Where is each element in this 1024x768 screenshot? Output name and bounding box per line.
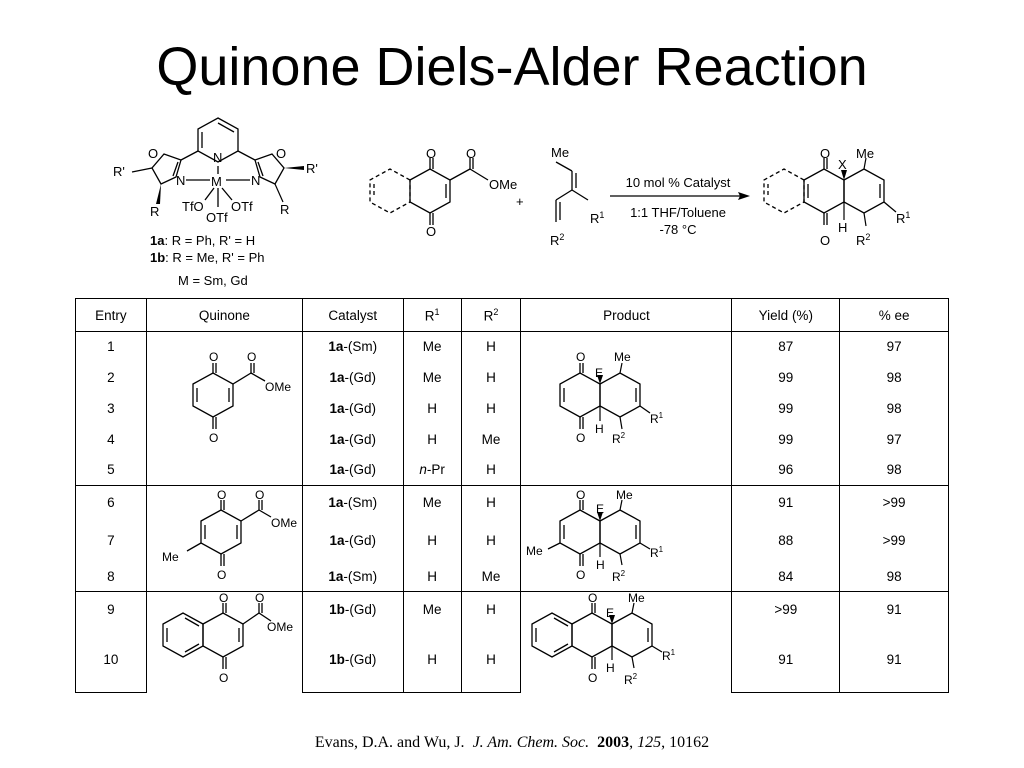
r2-cell: H [461, 332, 521, 362]
catalyst-cell: 1a-(Gd) [302, 362, 403, 393]
yield-cell: 96 [732, 455, 840, 486]
p3-h: H [606, 661, 616, 676]
catalyst-structure [113, 118, 318, 225]
entry-cell: 10 [76, 627, 147, 693]
ee-cell: 98 [840, 455, 949, 486]
entry-cell: 3 [76, 393, 147, 424]
catalyst-cell: 1a-(Sm) [302, 486, 403, 520]
product-structure-3 [526, 592, 726, 692]
p1-o-top: O [576, 349, 586, 364]
plus-sign: + [516, 194, 524, 209]
p2-o-bottom: O [576, 567, 586, 582]
ee-cell: 91 [840, 592, 949, 627]
r1-cell: H [403, 562, 461, 592]
results-table [75, 298, 949, 693]
tfo-label: TfO [182, 199, 204, 214]
condition-solvent: 1:1 THF/Toluene [630, 205, 726, 220]
header-entry: Entry [76, 299, 147, 332]
p3-r1: $R^1$ [662, 648, 676, 664]
otf-label-bottom: OTf [206, 210, 228, 225]
r-right: R [280, 202, 290, 217]
catalyst-cell: 1a-(Gd) [302, 424, 403, 455]
p2-h: H [596, 557, 606, 572]
ee-cell: 98 [840, 362, 949, 393]
p1-o-bottom: O [576, 430, 586, 445]
r1-cell: H [403, 520, 461, 562]
r-prime-left: R' [113, 164, 125, 179]
product-x: X [838, 157, 847, 172]
header-quinone: Quinone [146, 299, 302, 332]
entry-cell: 6 [76, 486, 147, 520]
product-cell-group2 [521, 486, 732, 592]
product-structure-2 [526, 489, 726, 589]
ee-cell: 98 [840, 393, 949, 424]
r2-cell: H [461, 520, 521, 562]
oxazoline-o-right: O [276, 146, 287, 161]
entry-cell: 9 [76, 592, 147, 627]
r1-cell: Me [403, 362, 461, 393]
r2-cell: H [461, 455, 521, 486]
yield-cell: 99 [732, 362, 840, 393]
catalyst-cell: 1a-(Sm) [302, 332, 403, 362]
entry-cell: 2 [76, 362, 147, 393]
yield-cell: 91 [732, 627, 840, 693]
p1-r1: $R^1$ [650, 410, 664, 426]
p3-o-top: O [588, 592, 598, 606]
ee-cell: 91 [840, 627, 949, 693]
p1-e: E [595, 365, 604, 380]
r1-cell: H [403, 424, 461, 455]
header-product: Product [521, 299, 732, 332]
entry-cell: 5 [76, 455, 147, 486]
oxazoline-o-left: O [148, 146, 159, 161]
r2-cell: H [461, 486, 521, 520]
citation-year: 2003 [597, 734, 630, 751]
entry-cell: 7 [76, 520, 147, 562]
header-yield: Yield (%) [732, 299, 840, 332]
q2-o-ester: O [255, 488, 265, 502]
q3-ome: OMe [267, 620, 294, 635]
ee-cell: >99 [840, 486, 949, 520]
p2-me-left: Me [526, 543, 544, 558]
r2-cell: H [461, 592, 521, 627]
table-row [76, 486, 949, 520]
yield-cell: >99 [732, 592, 840, 627]
p3-o-bottom: O [588, 671, 598, 686]
product-r2: $R^2$ [856, 232, 871, 248]
product-r1: $R^1$ [896, 210, 911, 226]
otf-label-right: OTf [231, 199, 253, 214]
quinone-cell-group3 [146, 592, 302, 693]
r2-cell: Me [461, 562, 521, 592]
oxazoline-n-left: N [176, 173, 186, 188]
q2-ome: OMe [271, 515, 298, 530]
p1-me: Me [614, 349, 632, 364]
entry-cell: 4 [76, 424, 147, 455]
product-cell-group1 [521, 332, 732, 486]
quinone-reactant-structure [370, 146, 517, 239]
diene-me: Me [551, 145, 570, 160]
quinone-cell-group2 [146, 486, 302, 592]
p2-r2: $R^2$ [612, 568, 626, 584]
catalyst-cell: 1a-(Gd) [302, 455, 403, 486]
p3-e: E [606, 606, 615, 621]
slide-title: Quinone Diels-Alder Reaction [156, 37, 868, 97]
ee-cell: 98 [840, 562, 949, 592]
product-o-bottom: O [820, 233, 831, 248]
legend-1b: 1b: R = Me, R' = Ph [150, 250, 265, 265]
header-catalyst: Catalyst [302, 299, 403, 332]
ee-cell: >99 [840, 520, 949, 562]
header-r1: $R^1$ [403, 299, 461, 332]
pyridine-n-label: N [213, 150, 223, 165]
yield-cell: 91 [732, 486, 840, 520]
q3-o-bottom: O [219, 671, 229, 686]
yield-cell: 99 [732, 393, 840, 424]
reaction-arrow [610, 175, 750, 237]
p1-r2: $R^2$ [612, 430, 626, 446]
q3-o-ester: O [255, 592, 265, 606]
catalyst-cell: 1a-(Sm) [302, 562, 403, 592]
product-structure-1 [526, 339, 726, 479]
citation-pages: , 10162 [661, 734, 710, 751]
citation: Evans, D.A. and Wu, J. J. Am. Chem. Soc. 2003, 125, 10162 [314, 734, 710, 751]
q3-o-top: O [219, 592, 229, 606]
r-left: R [150, 204, 160, 219]
p2-e: E [596, 501, 605, 516]
ee-cell: 97 [840, 332, 949, 362]
yield-cell: 88 [732, 520, 840, 562]
entry-cell: 8 [76, 562, 147, 592]
q2-me: Me [162, 549, 180, 564]
legend-1a: 1a: R = Ph, R' = H [150, 233, 256, 248]
p1-h: H [595, 421, 605, 436]
r1-cell: Me [403, 486, 461, 520]
r1-cell: n-Pr [403, 455, 461, 486]
r2-cell: H [461, 362, 521, 393]
catalyst-cell: 1b-(Gd) [302, 592, 403, 627]
header-r2: $R^2$ [461, 299, 521, 332]
catalyst-cell: 1b-(Gd) [302, 627, 403, 693]
q1-o-bottom: O [209, 430, 219, 445]
catalyst-cell: 1a-(Gd) [302, 393, 403, 424]
p3-r2: $R^2$ [624, 672, 638, 688]
product-cell-group3 [521, 592, 732, 693]
table-row [76, 592, 949, 627]
catalyst-legend [150, 232, 264, 289]
header-ee: % ee [840, 299, 949, 332]
r2-cell: H [461, 627, 521, 693]
p2-me-top: Me [616, 488, 634, 502]
p2-o-top: O [576, 488, 586, 502]
r2-cell: H [461, 393, 521, 424]
q1-ome: OMe [265, 379, 292, 394]
r2-cell: Me [461, 424, 521, 455]
table-row [76, 332, 949, 362]
oxazoline-n-right: N [251, 173, 261, 188]
quinone-structure-3 [149, 592, 299, 692]
r-prime-right: R' [306, 161, 318, 176]
q2-o-bottom: O [217, 567, 227, 582]
r1-cell: H [403, 627, 461, 693]
quinone-o-top: O [426, 146, 437, 161]
diene-r2: $R^2$ [550, 232, 565, 248]
catalyst-cell: 1a-(Gd) [302, 520, 403, 562]
table-header-row [76, 299, 949, 332]
yield-cell: 99 [732, 424, 840, 455]
citation-authors: Evans, D.A. and Wu, J. [314, 734, 465, 751]
entry-cell: 1 [76, 332, 147, 362]
r1-cell: Me [403, 592, 461, 627]
condition-temperature: -78 °C [659, 222, 697, 237]
citation-volume: 125 [637, 734, 662, 751]
yield-cell: 84 [732, 562, 840, 592]
p3-me: Me [628, 592, 646, 606]
quinone-o-bottom: O [426, 224, 437, 239]
condition-catalyst: 10 mol % Catalyst [625, 175, 731, 190]
quinone-cell-group1 [146, 332, 302, 486]
ee-cell: 97 [840, 424, 949, 455]
product-me: Me [856, 146, 875, 161]
citation-journal: J. Am. Chem. Soc. [472, 734, 590, 751]
product-o-top: O [820, 146, 831, 161]
quinone-ester-o: O [466, 146, 477, 161]
metal-label: M [211, 174, 222, 189]
diene-structure [550, 145, 604, 248]
diene-r1: $R^1$ [590, 210, 605, 226]
quinone-ome: OMe [489, 177, 518, 192]
q1-o-ester: O [247, 349, 257, 364]
quinone-structure-2 [149, 489, 299, 589]
quinone-structure-1 [149, 339, 299, 479]
q2-o-top: O [217, 488, 227, 502]
q1-o-top: O [209, 349, 219, 364]
product-h: H [838, 220, 848, 235]
legend-metal: M = Sm, Gd [178, 273, 248, 288]
product-structure [764, 146, 910, 248]
p2-r1: $R^1$ [650, 544, 664, 560]
r1-cell: Me [403, 332, 461, 362]
yield-cell: 87 [732, 332, 840, 362]
r1-cell: H [403, 393, 461, 424]
